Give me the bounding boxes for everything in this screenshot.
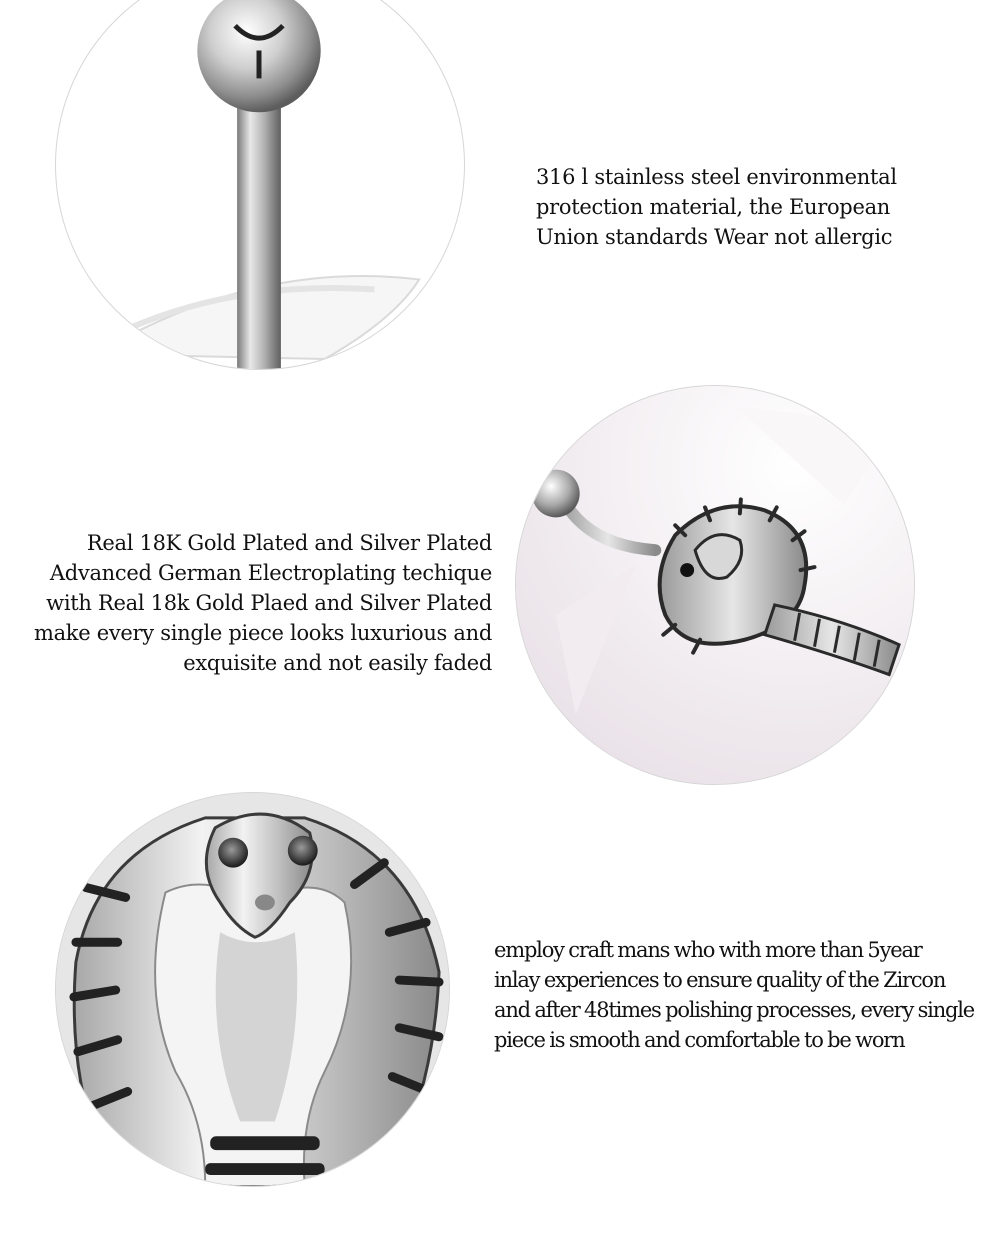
cobra-ring-illustration [516,386,914,784]
material-description [536,162,956,252]
craft-description [494,935,975,1055]
plating-line-4: make every single piece looks luxurious and [33,621,492,645]
plating-line-1: Real 18K Gold Plated and Silver Plated [86,531,492,555]
material-line-3: Union standards Wear not allergic [536,225,893,249]
craft-line-2: inlay experiences to ensure quality of the Zircon [494,968,946,992]
plating-line-3: with Real 18k Gold Plaed and Silver Plated [46,591,492,615]
plating-line-2: Advanced German Electroplating techique [49,561,492,585]
product-image-bar-ball [55,0,465,370]
material-line-2: protection material, the European [536,195,891,219]
cobra-head-illustration [56,793,449,1186]
product-image-cobra-closeup [55,792,450,1187]
plating-line-5: exquisite and not easily faded [183,651,492,675]
craft-line-1: employ craft mans who with more than 5year [494,938,922,962]
material-line-1: 316 l stainless steel environmental [536,165,897,189]
bar-ball-illustration [56,0,464,369]
craft-line-4: piece is smooth and comfortable to be worn [494,1028,905,1052]
plating-description [14,528,492,678]
craft-line-3: and after 48times polishing processes, every single [494,998,975,1022]
product-image-cobra-side [515,385,915,785]
